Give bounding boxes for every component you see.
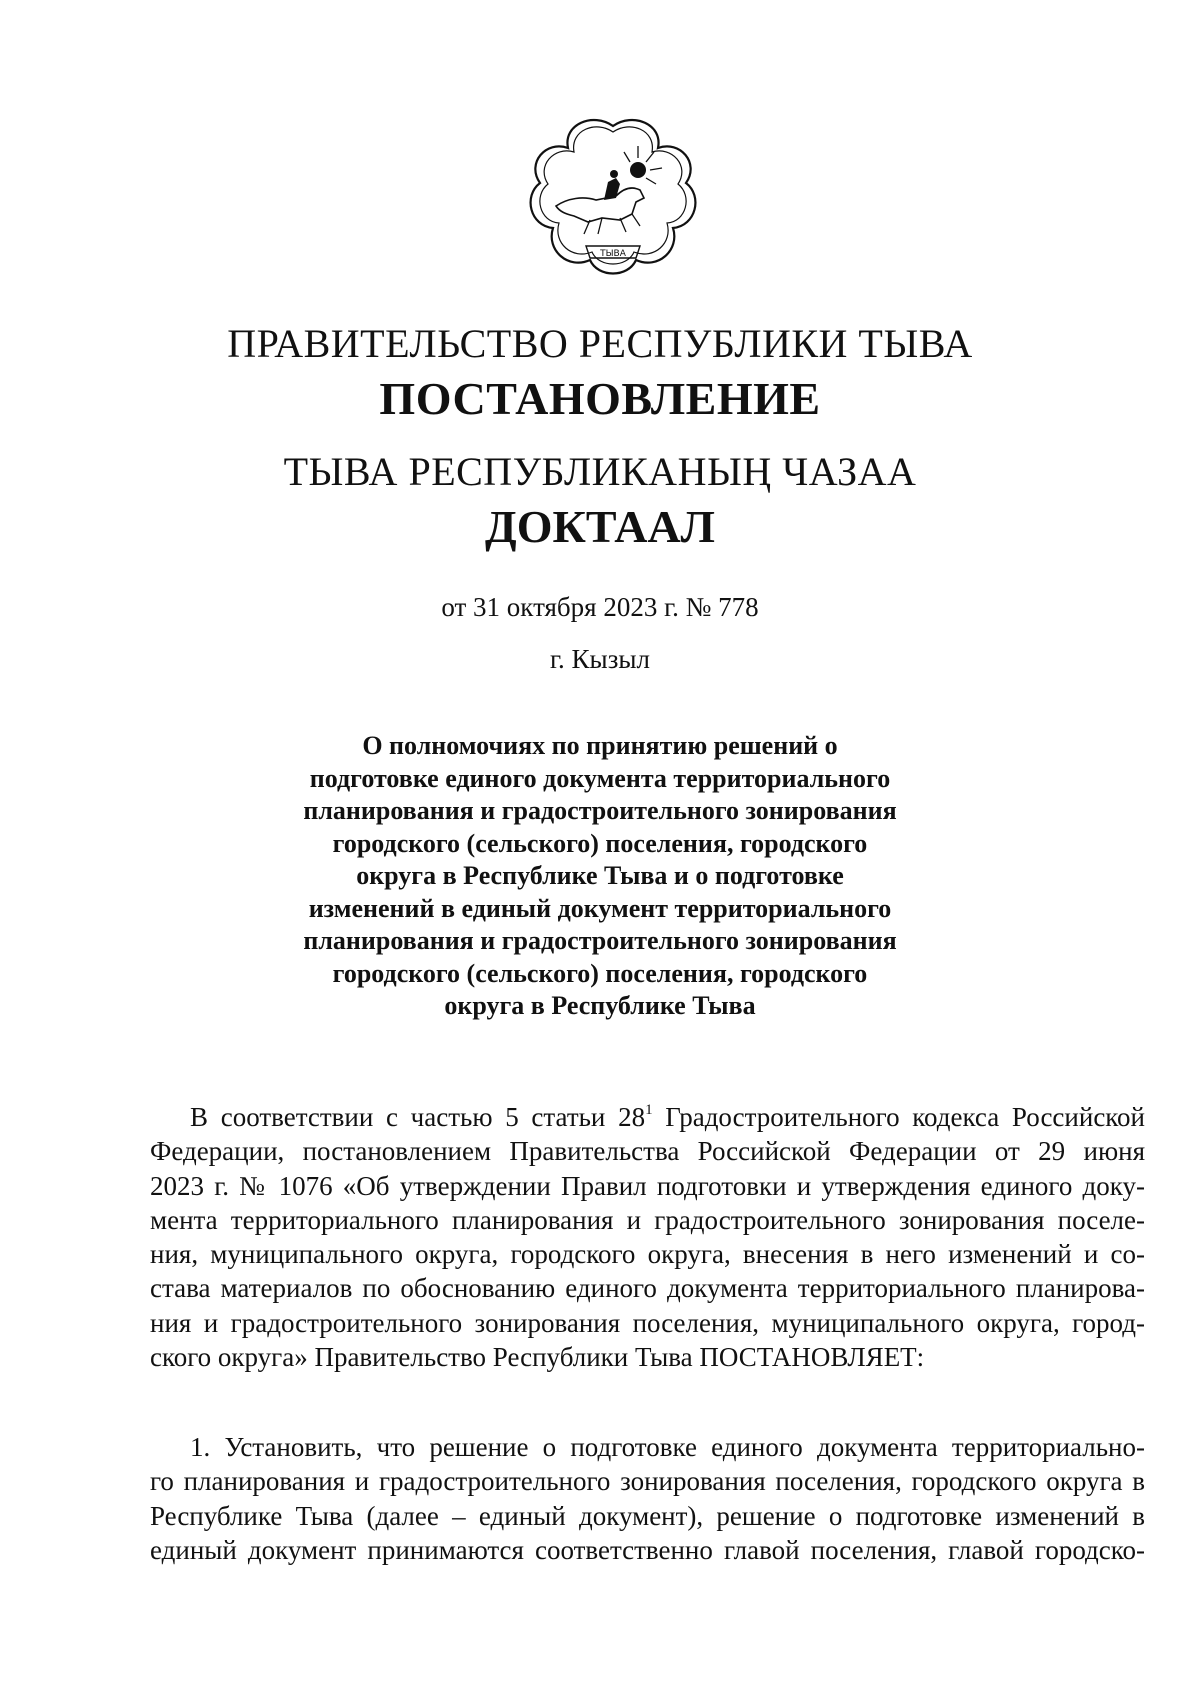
preamble-line: 2023 г. № 1076 «Об утверждении Правил подготовки и утверждения единого доку- — [150, 1170, 1145, 1201]
item-line: го планирования и градостроительного зонирования поселения, городского округа в — [150, 1466, 1145, 1497]
title-line: городского (сельского) поселения, городского — [332, 958, 868, 988]
title-line: округа в Республике Тыва и о подготовке — [356, 861, 844, 890]
item-1-paragraph — [150, 1430, 1145, 1567]
title-line: городского (сельского) поселения, городского — [332, 828, 868, 858]
item-line: 1. Установить, что решение о подготовке единого документа территориально- — [190, 1432, 1145, 1462]
title-line: подготовке единого документа территориального — [309, 763, 891, 793]
superscript: 1 — [645, 1102, 653, 1118]
preamble-line: ского округа» Правительство Республики Тыва ПОСТАНОВЛЯЕТ: — [150, 1342, 925, 1373]
title-line: О полномочиях по принятию решений о — [362, 731, 838, 760]
title-line: изменений в единый документ территориального — [308, 893, 892, 923]
preamble-line: ния и градостроительного зонирования поселения, муниципального округа, город- — [150, 1307, 1145, 1338]
preamble-line: ния, муниципального округа, городского округа, внесения в него изменений и со- — [150, 1239, 1145, 1270]
title-line: планирования и градостроительного зонирования — [303, 926, 897, 955]
title-line: округа в Республике Тыва — [444, 991, 756, 1020]
city: г. Кызыл — [550, 644, 650, 674]
emblem-label: ТЫВА — [600, 249, 626, 259]
preamble-line: става материалов по обоснованию единого документа территориального планирова- — [150, 1273, 1145, 1304]
preamble-line: мента территориального планирования и градостроительного зонирования поселе- — [150, 1204, 1145, 1235]
document-type: ПОСТАНОВЛЕНИЕ — [379, 373, 821, 424]
document-type-tuvan: ДОКТААЛ — [485, 501, 715, 552]
item-line: Республике Тыва (далее – единый документ), решение о подготовке изменений в — [150, 1500, 1145, 1531]
government-name: ПРАВИТЕЛЬСТВО РЕСПУБЛИКИ ТЫВА — [227, 321, 973, 366]
document-title — [300, 730, 900, 1023]
date-and-number: от 31 октября 2023 г. № 778 — [441, 592, 759, 622]
tuva-coat-of-arms-icon — [528, 118, 698, 278]
preamble-line: В соответствии с частью 5 статьи $28^1$ Градостроительного кодекса Российской — [190, 1102, 1145, 1132]
preamble-line: Федерации, постановлением Правительства Российской Федерации от 29 июня — [150, 1136, 1145, 1167]
item-line: единый документ принимаются соответственно главой поселения, главой городско- — [150, 1534, 1145, 1565]
title-line: планирования и градостроительного зонирования — [303, 796, 897, 825]
government-name-tuvan: ТЫВА РЕСПУБЛИКАНЫҢ ЧАЗАА — [283, 449, 917, 494]
preamble-paragraph — [150, 1100, 1145, 1374]
